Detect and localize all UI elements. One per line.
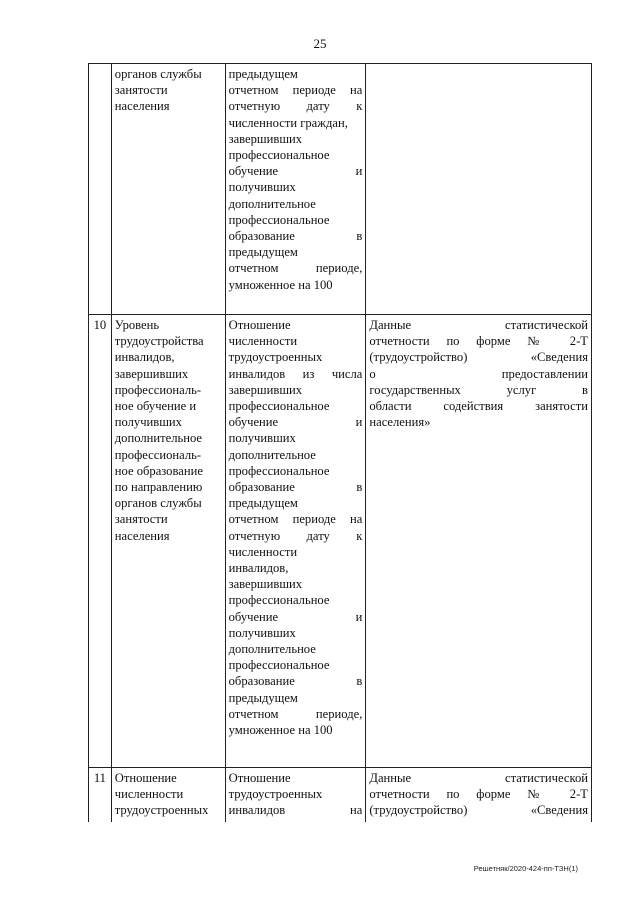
calculation-method-line: инвалидов, [228,561,289,576]
table-row [89,768,592,823]
calculation-method-line: дополнительное [228,447,316,462]
indicator-name-line: трудоустроенных [114,803,209,818]
calculation-method-line: предыдущем [228,690,298,705]
data-source-cell [366,315,592,768]
calculation-method-line: умноженное на 100 [228,723,333,738]
indicator-name-line: получивших [114,415,182,430]
indicator-name-line: населения [114,528,170,543]
indicator-name-line: численности [114,787,184,802]
calculation-method-line: отчетном периоде, [228,261,363,276]
data-source-line: (трудоустройство) «Сведения [369,803,588,818]
calculation-method-line: дополнительное [228,196,316,211]
calculation-method-line: Отношение [228,318,291,332]
indicator-name-line: завершивших [114,366,189,381]
calculation-method-line: профессиональное [228,463,330,478]
calculation-method-line: инвалидов на [228,803,363,818]
calculation-method-line: трудоустроенных [228,350,323,365]
indicator-name-line: занятости [114,512,168,527]
indicator-name-cell [111,768,225,823]
document-code: Решетняк/2020-424-пп-ТЗН(1) [473,864,578,873]
indicator-name-line: занятости [114,83,168,98]
page-number: 25 [313,36,327,51]
calculation-method-line: профессиональное [228,148,330,163]
data-source-line: Данные статистической [369,318,588,332]
indicator-name-line: трудоустройства [114,334,204,349]
indicator-name-line: ное обучение и [114,399,197,414]
data-source-line: (трудоустройство) «Сведения [369,350,588,365]
calculation-method-line: образование в [228,229,363,244]
calculation-method-cell [225,768,366,823]
calculation-method-line: завершивших [228,577,303,592]
calculation-method-line: обучение и [228,415,363,430]
indicators-table [88,63,592,822]
calculation-method-line: образование в [228,480,363,495]
indicator-name-line: инвалидов, [114,350,175,365]
calculation-method-line: численности [228,544,298,559]
calculation-method-line: отчетную дату к [228,99,363,114]
indicator-name-line: Отношение [114,771,177,785]
data-source-line: о предоставлении [369,366,588,381]
data-source-cell [366,64,592,315]
calculation-method-cell [225,64,366,315]
data-source-line: государственных услуг в [369,382,588,397]
row-number-cell: 10 [89,315,112,768]
calculation-method-line: обучение и [228,609,363,624]
calculation-method-line: отчетном периоде на [228,83,363,98]
calculation-method-line: предыдущем [228,245,298,260]
table-row [89,64,592,315]
calculation-method-line: отчетную дату к [228,528,363,543]
calculation-method-line: отчетном периоде на [228,512,363,527]
calculation-method-line: численности граждан, [228,115,348,130]
indicator-name-line: Уровень [114,318,160,332]
indicator-name-line: населения [114,99,170,114]
calculation-method-line: инвалидов из числа [228,366,363,381]
calculation-method-line: Отношение [228,771,291,785]
indicator-name-line: дополнительное [114,431,203,446]
calculation-method-line: профессиональное [228,399,330,414]
calculation-method-line: профессиональное [228,212,330,227]
data-source-line: области содействия занятости [369,399,588,414]
indicator-name-line: органов службы [114,496,202,511]
calculation-method-line: образование в [228,674,363,689]
data-source-line: населения» [369,415,431,430]
row-number-cell [89,64,112,315]
table-row [89,315,592,768]
indicator-name-line: профессиональ- [114,382,202,397]
calculation-method-line: умноженное на 100 [228,277,333,292]
indicator-name-cell [111,315,225,768]
indicator-name-line: ное образование [114,463,203,478]
data-source-line: отчетности по форме № 2-Т [369,787,588,802]
calculation-method-line: завершивших [228,382,303,397]
calculation-method-line: получивших [228,180,296,195]
calculation-method-cell [225,315,366,768]
data-source-line: отчетности по форме № 2-Т [369,334,588,349]
calculation-method-line: трудоустроенных [228,787,323,802]
indicator-name-line: органов службы [114,67,202,81]
calculation-method-line: получивших [228,431,296,446]
calculation-method-line: профессиональное [228,658,330,673]
calculation-method-line: завершивших [228,131,303,146]
calculation-method-line: получивших [228,625,296,640]
indicator-name-cell [111,64,225,315]
calculation-method-line: отчетном периоде, [228,706,363,721]
data-source-line: Данные статистической [369,771,588,785]
indicator-name-line: по направлению [114,480,203,495]
calculation-method-line: обучение и [228,164,363,179]
data-source-cell [366,768,592,823]
calculation-method-line: дополнительное [228,642,316,657]
calculation-method-line: предыдущем [228,496,298,511]
calculation-method-line: предыдущем [228,67,298,81]
indicator-name-line: профессиональ- [114,447,202,462]
calculation-method-line: профессиональное [228,593,330,608]
row-number-cell: 11 [89,768,112,823]
calculation-method-line: численности [228,334,298,349]
